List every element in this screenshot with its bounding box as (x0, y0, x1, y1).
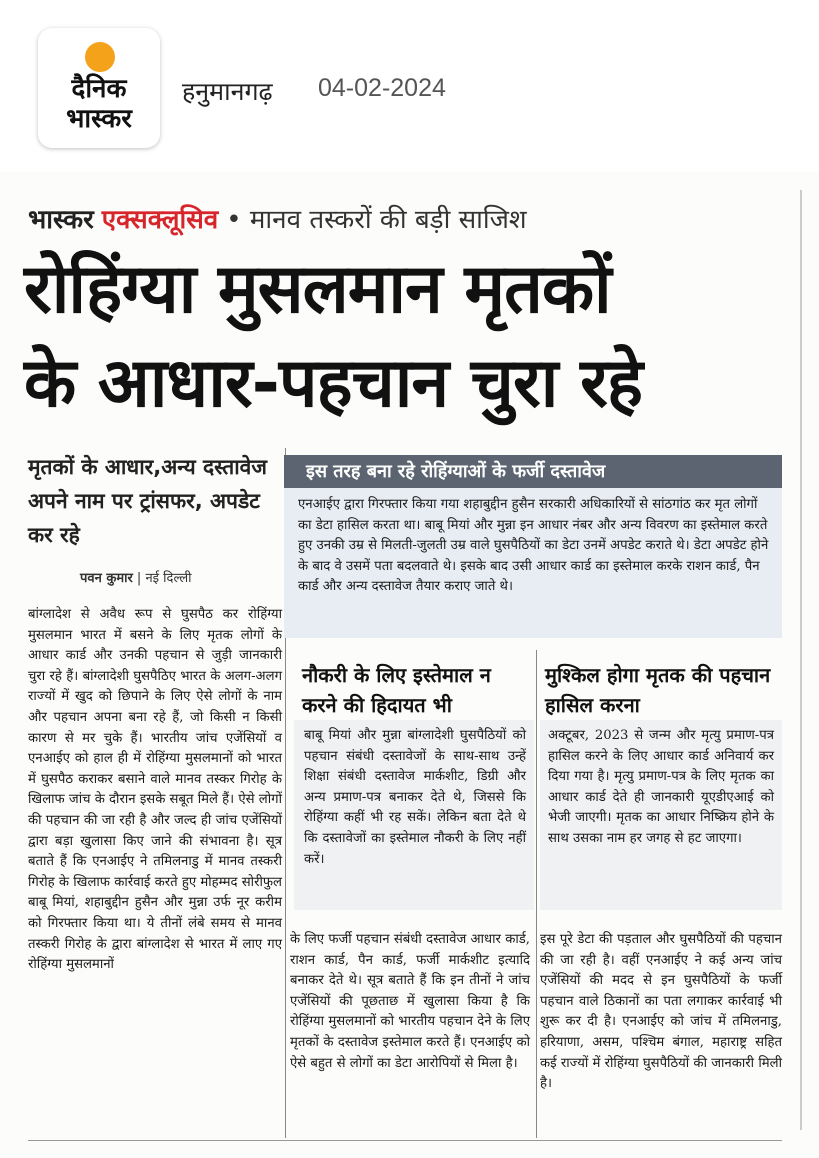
page-edge (800, 190, 802, 1130)
box-text: एनआईए द्वारा गिरफ्तार किया गया शहाबुद्दीन हुसैन सरकारी अधिकारियों से सांठगांठ कर मृत लोगों का डेटा हासिल करता था। बाबू मियां और मुन्ना इन आधार नंबर और अन्य विवरण का इस्तेमाल करते हुए उनकी उम्र से मिलती-जुलती उम्र वाले घुसपैठियों का डेटा उनमें अपडेट कराते थे। डेटा अपडेट होने के बाद वे उसमें पता बदलवाते थे। इसके बाद उसी आधार कार्ड का इस्तेमाल करके राशन कार्ड, पैन कार्ड और अन्य दस्तावेज तैयार कराए जाते थे। (298, 497, 769, 595)
byline-author: पवन कुमार (80, 571, 133, 586)
byline-place: नई दिल्ली (145, 571, 192, 586)
sun-icon (85, 42, 115, 72)
byline-separator: | (132, 571, 146, 586)
kicker-topic: • मानव तस्करों की बड़ी साजिश (226, 205, 527, 235)
sub-text-2: अक्टूबर, 2023 से जन्म और मृत्यु प्रमाण-पत्र हासिल करने के लिए आधार कार्ड अनिवार्य कर दिया गया है। मृत्यु प्रमाण-पत्र के लिए मृतक का आधार कार्ड देते ही जानकारी यूएडीएआई को भेजी जाएगी। मृतक का आधार निष्क्रिय होने के साथ उसका नाम हर जगह से हट जाएगा। (548, 728, 774, 846)
article-deck: मृतकों के आधार,अन्य दस्तावेज अपने नाम पर ट्रांसफर, अपडेट कर रहे (28, 455, 267, 547)
edition-city: हनुमानगढ़ (182, 77, 273, 106)
logo-text-line1: दैनिक (71, 74, 127, 104)
article-kicker (28, 200, 527, 236)
logo-text-line2: भास्कर (66, 104, 132, 134)
kicker-label: एक्सक्लूसिव (101, 205, 219, 235)
bottom-rule (28, 1140, 782, 1141)
column-divider (536, 650, 537, 1138)
publisher-logo[interactable] (38, 28, 160, 148)
headline-line2: के आधार-पहचान चुरा रहे (24, 344, 642, 423)
sidebar-box (284, 455, 782, 638)
app-header (0, 0, 819, 172)
sub-text-1: बाबू मियां और मुन्ना बांग्लादेशी घुसपैठियों को पहचान संबंधी दस्तावेजों के साथ-साथ उन्हें शिक्षा संबंधी दस्तावेज मार्कशीट, डिग्री और अन्य प्रमाण-पत्र बनाकर देते थे, जिससे कि रोहिंग्या कहीं भी रह सकें। लेकिन बता देते थे कि दस्तावेजों का इस्तेमाल नौकरी के लिए नहीं करें। (304, 728, 526, 867)
article-column-3: इस पूरे डेटा की पड़ताल और घुसपैठियों की पहचान की जा रही है। वहीं एनआईए ने कई अन्य जांच एजेंसियों की मदद से इन घुसपैठियों के फर्जी पहचान वाले ठिकानों का पता लगाकर कार्रवाई भी शुरू कर दी है। एनआईए को जांच में तमिलनाडु, हरियाणा, असम, पश्चिम बंगाल, महाराष्ट्र सहित कई राज्यों में रोहिंग्या घुसपैठियों की जानकारी मिली है। (540, 932, 782, 1092)
edition-date: 04-02-2024 (318, 74, 446, 102)
subheading-2: मुश्किल होगा मृतक की पहचान हासिल करना (545, 663, 771, 717)
headline-line1: रोहिंग्या मुसलमान मृतकों (24, 250, 611, 329)
article-column-2: के लिए फर्जी पहचान संबंधी दस्तावेज आधार कार्ड, राशन कार्ड, पैन कार्ड, फर्जी मार्कशीट इत्यादि बनाकर देते थे। सूत्र बताते हैं कि इन तीनों ने जांच एजेंसियों की पूछताछ में खुलासा किया है कि रोहिंग्या मुसलमानों को भारतीय पहचान देने के लिए मृतकों के दस्तावेज इस्तेमाल करते हैं। एनआईए को ऐसे बहुत से लोगों का डेटा आरोपियों से मिला है। (290, 932, 530, 1071)
article-column-1: बांग्लादेश से अवैध रूप से घुसपैठ कर रोहिंग्या मुसलमान भारत में बसने के लिए मृतक लोगों के आधार कार्ड और उनकी पहचान से जुड़ी जानकारी चुरा रहे हैं। बांग्लादेशी घुसपैठिए भारत के अलग-अलग राज्यों में खुद को छिपाने के लिए ऐसे लोगों के नाम और पहचान अपना बना रहे हैं, जो किसी न किसी कारण से मर चुके हैं। भारतीय जांच एजेंसियों व एनआईए को हाल ही में रोहिंग्या मुसलमानों को भारत में घुसपैठ कराकर बसाने वाले मानव तस्कर गिरोह के खिलाफ जांच के दौरान इसके सबूत मिले हैं। ऐसे लोगों की पहचान की जा रही है और जल्द ही जांच एजेंसियों द्वारा बड़ा खुलासा किए जाने की संभावना है। सूत्र बताते हैं कि एनआईए ने तमिलनाडु में मानव तस्करी गिरोह के खिलाफ कार्रवाई करते हुए मोहम्मद सोरीफुल बाबू मियां, शहाबुद्दीन हुसैन और मुन्ना उर्फ नूर करीम को गिरफ्तार किया था। ये तीनों लंबे समय से मानव तस्करी गिरोह के द्वारा बांग्लादेश से भारत में लाए गए रोहिंग्या मुसलमानों (28, 607, 282, 973)
byline (80, 568, 192, 586)
kicker-brand: भास्कर (28, 205, 94, 235)
box-title: इस तरह बना रहे रोहिंग्याओं के फर्जी दस्तावेज (284, 455, 782, 488)
subheading-1: नौकरी के लिए इस्तेमाल न करने की हिदायत भी (302, 663, 491, 717)
